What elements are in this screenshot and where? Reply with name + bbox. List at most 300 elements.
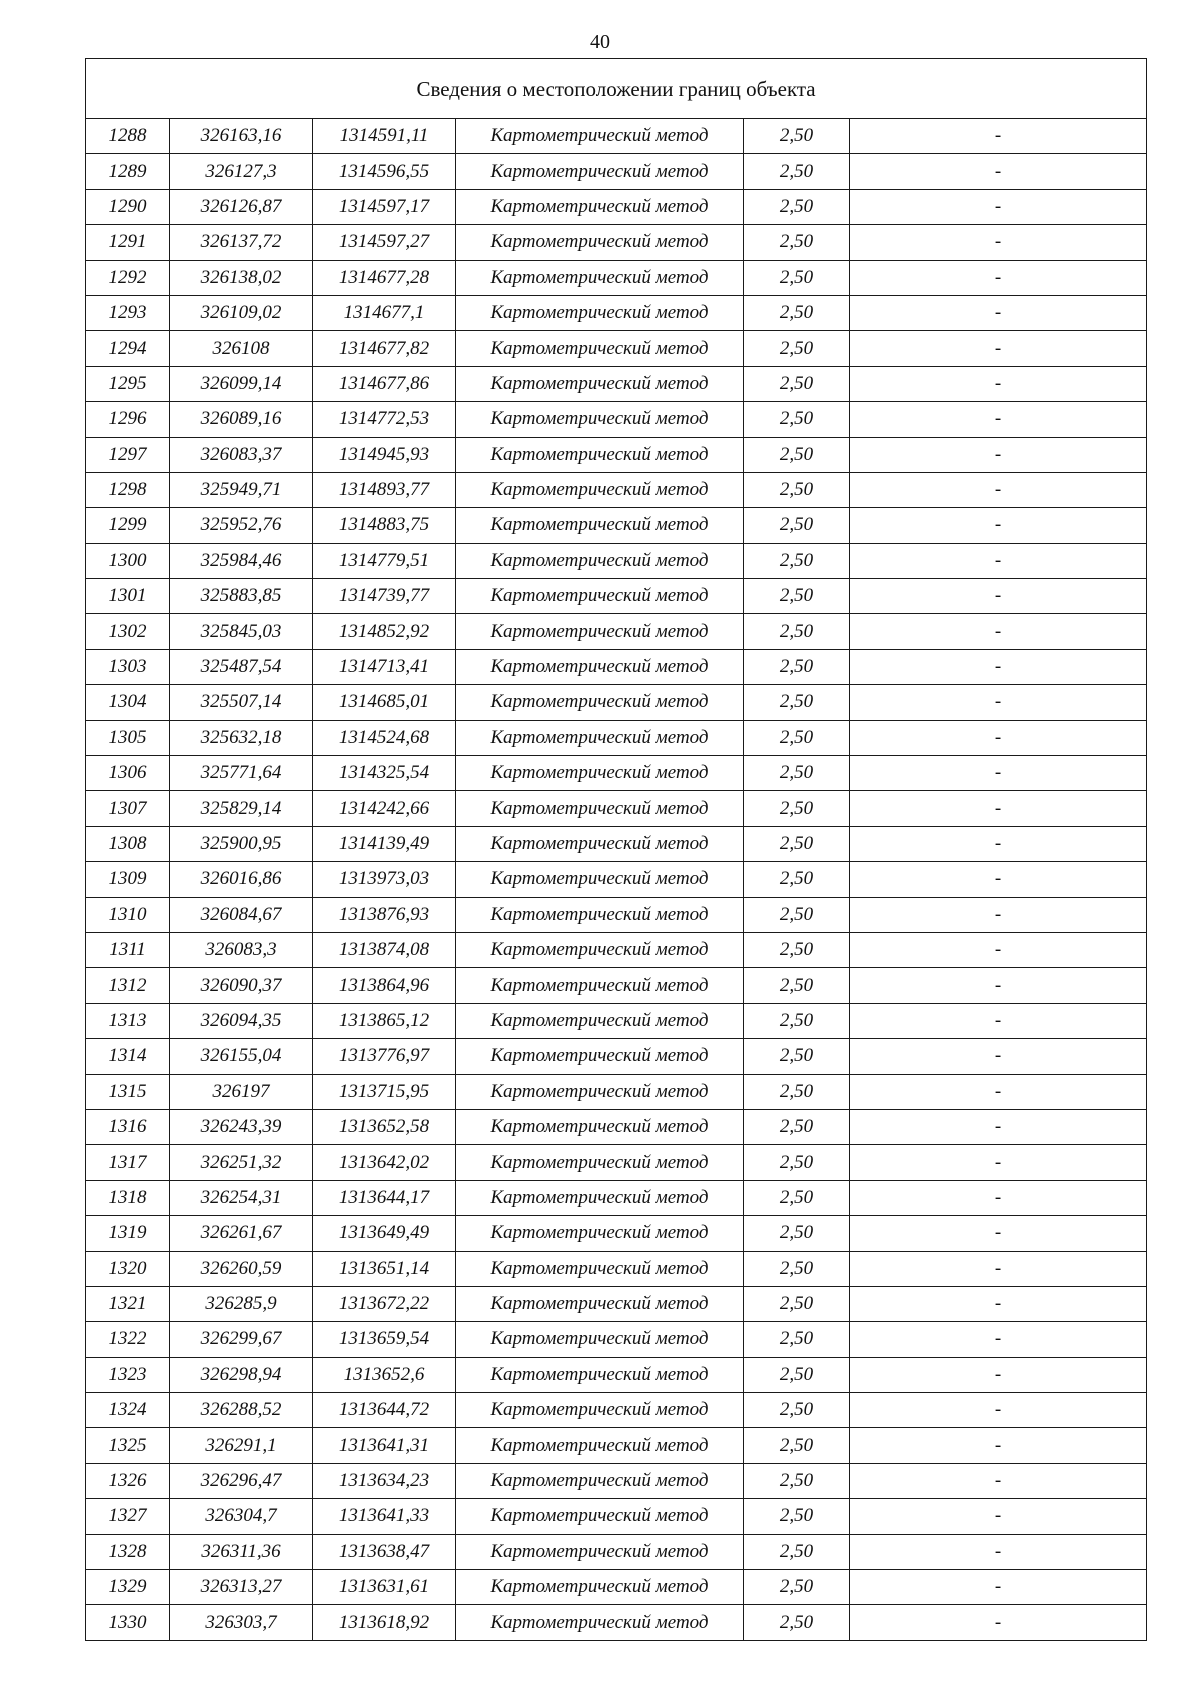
table-row (86, 862, 1147, 897)
table-row (86, 1357, 1147, 1392)
accuracy-cell: 2,50 (744, 685, 850, 720)
y-coordinate-cell: 1313638,47 (313, 1534, 456, 1569)
description-cell: - (850, 1570, 1147, 1605)
x-coordinate-cell: 325829,14 (170, 791, 313, 826)
table-row (86, 437, 1147, 472)
y-coordinate-cell: 1313644,17 (313, 1180, 456, 1215)
method-cell: Картометрический метод (456, 968, 744, 1003)
description-cell: - (850, 1534, 1147, 1569)
x-coordinate-cell: 326313,27 (170, 1570, 313, 1605)
description-cell: - (850, 826, 1147, 861)
x-coordinate-cell: 326304,7 (170, 1499, 313, 1534)
point-number-cell: 1329 (86, 1570, 170, 1605)
point-number-cell: 1294 (86, 331, 170, 366)
method-cell: Картометрический метод (456, 1216, 744, 1251)
table-row (86, 791, 1147, 826)
x-coordinate-cell: 325507,14 (170, 685, 313, 720)
table-row (86, 295, 1147, 330)
method-cell: Картометрический метод (456, 756, 744, 791)
description-cell: - (850, 1109, 1147, 1144)
y-coordinate-cell: 1313652,58 (313, 1109, 456, 1144)
accuracy-cell: 2,50 (744, 154, 850, 189)
x-coordinate-cell: 326089,16 (170, 402, 313, 437)
x-coordinate-cell: 325949,71 (170, 472, 313, 507)
description-cell: - (850, 685, 1147, 720)
table-row (86, 260, 1147, 295)
point-number-cell: 1305 (86, 720, 170, 755)
point-number-cell: 1326 (86, 1463, 170, 1498)
table-row (86, 1605, 1147, 1640)
point-number-cell: 1309 (86, 862, 170, 897)
description-cell: - (850, 756, 1147, 791)
accuracy-cell: 2,50 (744, 1180, 850, 1215)
accuracy-cell: 2,50 (744, 1039, 850, 1074)
method-cell: Картометрический метод (456, 543, 744, 578)
table-row (86, 1180, 1147, 1215)
point-number-cell: 1292 (86, 260, 170, 295)
y-coordinate-cell: 1314677,86 (313, 366, 456, 401)
point-number-cell: 1320 (86, 1251, 170, 1286)
point-number-cell: 1299 (86, 508, 170, 543)
y-coordinate-cell: 1314677,82 (313, 331, 456, 366)
description-cell: - (850, 897, 1147, 932)
x-coordinate-cell: 326084,67 (170, 897, 313, 932)
description-cell: - (850, 1216, 1147, 1251)
x-coordinate-cell: 326127,3 (170, 154, 313, 189)
accuracy-cell: 2,50 (744, 1499, 850, 1534)
x-coordinate-cell: 326099,14 (170, 366, 313, 401)
y-coordinate-cell: 1313651,14 (313, 1251, 456, 1286)
method-cell: Картометрический метод (456, 1534, 744, 1569)
accuracy-cell: 2,50 (744, 1286, 850, 1321)
x-coordinate-cell: 326299,67 (170, 1322, 313, 1357)
table-row (86, 756, 1147, 791)
method-cell: Картометрический метод (456, 508, 744, 543)
point-number-cell: 1313 (86, 1003, 170, 1038)
method-cell: Картометрический метод (456, 1003, 744, 1038)
point-number-cell: 1289 (86, 154, 170, 189)
description-cell: - (850, 331, 1147, 366)
x-coordinate-cell: 326260,59 (170, 1251, 313, 1286)
y-coordinate-cell: 1313649,49 (313, 1216, 456, 1251)
point-number-cell: 1288 (86, 119, 170, 154)
x-coordinate-cell: 326109,02 (170, 295, 313, 330)
method-cell: Картометрический метод (456, 1428, 744, 1463)
description-cell: - (850, 1286, 1147, 1321)
method-cell: Картометрический метод (456, 225, 744, 260)
point-number-cell: 1302 (86, 614, 170, 649)
point-number-cell: 1298 (86, 472, 170, 507)
method-cell: Картометрический метод (456, 720, 744, 755)
table-row (86, 1251, 1147, 1286)
y-coordinate-cell: 1313631,61 (313, 1570, 456, 1605)
x-coordinate-cell: 326311,36 (170, 1534, 313, 1569)
x-coordinate-cell: 326094,35 (170, 1003, 313, 1038)
method-cell: Картометрический метод (456, 119, 744, 154)
x-coordinate-cell: 326291,1 (170, 1428, 313, 1463)
y-coordinate-cell: 1314772,53 (313, 402, 456, 437)
x-coordinate-cell: 326163,16 (170, 119, 313, 154)
y-coordinate-cell: 1314779,51 (313, 543, 456, 578)
y-coordinate-cell: 1313876,93 (313, 897, 456, 932)
accuracy-cell: 2,50 (744, 1357, 850, 1392)
x-coordinate-cell: 325900,95 (170, 826, 313, 861)
point-number-cell: 1303 (86, 649, 170, 684)
method-cell: Картометрический метод (456, 1463, 744, 1498)
y-coordinate-cell: 1313652,6 (313, 1357, 456, 1392)
x-coordinate-cell: 326138,02 (170, 260, 313, 295)
table-row (86, 1039, 1147, 1074)
table-row (86, 1216, 1147, 1251)
point-number-cell: 1325 (86, 1428, 170, 1463)
table-row (86, 119, 1147, 154)
x-coordinate-cell: 326288,52 (170, 1393, 313, 1428)
accuracy-cell: 2,50 (744, 649, 850, 684)
point-number-cell: 1312 (86, 968, 170, 1003)
point-number-cell: 1324 (86, 1393, 170, 1428)
x-coordinate-cell: 325952,76 (170, 508, 313, 543)
y-coordinate-cell: 1313672,22 (313, 1286, 456, 1321)
table-row (86, 543, 1147, 578)
description-cell: - (850, 1145, 1147, 1180)
table-row (86, 826, 1147, 861)
boundary-coordinates-table (85, 58, 1147, 1641)
description-cell: - (850, 1393, 1147, 1428)
description-cell: - (850, 1463, 1147, 1498)
method-cell: Картометрический метод (456, 402, 744, 437)
method-cell: Картометрический метод (456, 472, 744, 507)
accuracy-cell: 2,50 (744, 1570, 850, 1605)
x-coordinate-cell: 326108 (170, 331, 313, 366)
description-cell: - (850, 1605, 1147, 1640)
table-row (86, 402, 1147, 437)
method-cell: Картометрический метод (456, 614, 744, 649)
method-cell: Картометрический метод (456, 295, 744, 330)
point-number-cell: 1314 (86, 1039, 170, 1074)
point-number-cell: 1322 (86, 1322, 170, 1357)
method-cell: Картометрический метод (456, 366, 744, 401)
y-coordinate-cell: 1313973,03 (313, 862, 456, 897)
accuracy-cell: 2,50 (744, 1393, 850, 1428)
y-coordinate-cell: 1314139,49 (313, 826, 456, 861)
accuracy-cell: 2,50 (744, 295, 850, 330)
table-row (86, 1499, 1147, 1534)
description-cell: - (850, 1180, 1147, 1215)
table-row (86, 1393, 1147, 1428)
accuracy-cell: 2,50 (744, 791, 850, 826)
point-number-cell: 1306 (86, 756, 170, 791)
method-cell: Картометрический метод (456, 862, 744, 897)
description-cell: - (850, 932, 1147, 967)
method-cell: Картометрический метод (456, 437, 744, 472)
accuracy-cell: 2,50 (744, 1428, 850, 1463)
description-cell: - (850, 1003, 1147, 1038)
y-coordinate-cell: 1314713,41 (313, 649, 456, 684)
x-coordinate-cell: 325632,18 (170, 720, 313, 755)
table-row (86, 1074, 1147, 1109)
x-coordinate-cell: 326090,37 (170, 968, 313, 1003)
accuracy-cell: 2,50 (744, 579, 850, 614)
table-title: Сведения о местоположении границ объекта (86, 59, 1147, 119)
point-number-cell: 1295 (86, 366, 170, 401)
accuracy-cell: 2,50 (744, 932, 850, 967)
point-number-cell: 1301 (86, 579, 170, 614)
table-row (86, 1534, 1147, 1569)
point-number-cell: 1311 (86, 932, 170, 967)
method-cell: Картометрический метод (456, 1605, 744, 1640)
description-cell: - (850, 472, 1147, 507)
description-cell: - (850, 862, 1147, 897)
accuracy-cell: 2,50 (744, 119, 850, 154)
method-cell: Картометрический метод (456, 1074, 744, 1109)
point-number-cell: 1304 (86, 685, 170, 720)
x-coordinate-cell: 325487,54 (170, 649, 313, 684)
point-number-cell: 1296 (86, 402, 170, 437)
x-coordinate-cell: 326296,47 (170, 1463, 313, 1498)
method-cell: Картометрический метод (456, 154, 744, 189)
x-coordinate-cell: 325984,46 (170, 543, 313, 578)
accuracy-cell: 2,50 (744, 614, 850, 649)
y-coordinate-cell: 1314945,93 (313, 437, 456, 472)
point-number-cell: 1290 (86, 189, 170, 224)
method-cell: Картометрический метод (456, 331, 744, 366)
y-coordinate-cell: 1313642,02 (313, 1145, 456, 1180)
method-cell: Картометрический метод (456, 1109, 744, 1144)
method-cell: Картометрический метод (456, 685, 744, 720)
y-coordinate-cell: 1314739,77 (313, 579, 456, 614)
y-coordinate-cell: 1313659,54 (313, 1322, 456, 1357)
accuracy-cell: 2,50 (744, 260, 850, 295)
method-cell: Картометрический метод (456, 1180, 744, 1215)
y-coordinate-cell: 1313644,72 (313, 1393, 456, 1428)
accuracy-cell: 2,50 (744, 1145, 850, 1180)
method-cell: Картометрический метод (456, 1357, 744, 1392)
point-number-cell: 1310 (86, 897, 170, 932)
table-row (86, 225, 1147, 260)
description-cell: - (850, 402, 1147, 437)
table-title-row (86, 59, 1147, 119)
method-cell: Картометрический метод (456, 1145, 744, 1180)
method-cell: Картометрический метод (456, 932, 744, 967)
table-row (86, 932, 1147, 967)
description-cell: - (850, 968, 1147, 1003)
y-coordinate-cell: 1313641,33 (313, 1499, 456, 1534)
x-coordinate-cell: 326137,72 (170, 225, 313, 260)
table-row (86, 508, 1147, 543)
description-cell: - (850, 1357, 1147, 1392)
method-cell: Картометрический метод (456, 1393, 744, 1428)
table-row (86, 331, 1147, 366)
point-number-cell: 1297 (86, 437, 170, 472)
table-row (86, 897, 1147, 932)
method-cell: Картометрический метод (456, 897, 744, 932)
y-coordinate-cell: 1314597,17 (313, 189, 456, 224)
point-number-cell: 1328 (86, 1534, 170, 1569)
accuracy-cell: 2,50 (744, 189, 850, 224)
description-cell: - (850, 225, 1147, 260)
y-coordinate-cell: 1313641,31 (313, 1428, 456, 1463)
y-coordinate-cell: 1314242,66 (313, 791, 456, 826)
accuracy-cell: 2,50 (744, 1463, 850, 1498)
y-coordinate-cell: 1314591,11 (313, 119, 456, 154)
description-cell: - (850, 649, 1147, 684)
accuracy-cell: 2,50 (744, 225, 850, 260)
point-number-cell: 1317 (86, 1145, 170, 1180)
table-row (86, 472, 1147, 507)
point-number-cell: 1291 (86, 225, 170, 260)
accuracy-cell: 2,50 (744, 1251, 850, 1286)
method-cell: Картометрический метод (456, 189, 744, 224)
y-coordinate-cell: 1314883,75 (313, 508, 456, 543)
y-coordinate-cell: 1314677,1 (313, 295, 456, 330)
point-number-cell: 1308 (86, 826, 170, 861)
description-cell: - (850, 1499, 1147, 1534)
point-number-cell: 1293 (86, 295, 170, 330)
x-coordinate-cell: 326155,04 (170, 1039, 313, 1074)
description-cell: - (850, 1251, 1147, 1286)
accuracy-cell: 2,50 (744, 826, 850, 861)
table-row (86, 366, 1147, 401)
y-coordinate-cell: 1313865,12 (313, 1003, 456, 1038)
x-coordinate-cell: 326285,9 (170, 1286, 313, 1321)
table-body (86, 119, 1147, 1641)
point-number-cell: 1330 (86, 1605, 170, 1640)
table-row (86, 1286, 1147, 1321)
x-coordinate-cell: 326261,67 (170, 1216, 313, 1251)
table-row (86, 720, 1147, 755)
accuracy-cell: 2,50 (744, 1109, 850, 1144)
table-row (86, 1570, 1147, 1605)
accuracy-cell: 2,50 (744, 472, 850, 507)
x-coordinate-cell: 325771,64 (170, 756, 313, 791)
method-cell: Картометрический метод (456, 826, 744, 861)
description-cell: - (850, 119, 1147, 154)
x-coordinate-cell: 325883,85 (170, 579, 313, 614)
description-cell: - (850, 437, 1147, 472)
description-cell: - (850, 295, 1147, 330)
x-coordinate-cell: 326251,32 (170, 1145, 313, 1180)
method-cell: Картометрический метод (456, 1499, 744, 1534)
description-cell: - (850, 791, 1147, 826)
description-cell: - (850, 366, 1147, 401)
description-cell: - (850, 579, 1147, 614)
method-cell: Картометрический метод (456, 260, 744, 295)
accuracy-cell: 2,50 (744, 1534, 850, 1569)
x-coordinate-cell: 325845,03 (170, 614, 313, 649)
y-coordinate-cell: 1314325,54 (313, 756, 456, 791)
y-coordinate-cell: 1313618,92 (313, 1605, 456, 1640)
description-cell: - (850, 1074, 1147, 1109)
table-row (86, 1003, 1147, 1038)
table-row (86, 685, 1147, 720)
method-cell: Картометрический метод (456, 1286, 744, 1321)
accuracy-cell: 2,50 (744, 1216, 850, 1251)
description-cell: - (850, 614, 1147, 649)
description-cell: - (850, 720, 1147, 755)
accuracy-cell: 2,50 (744, 437, 850, 472)
point-number-cell: 1307 (86, 791, 170, 826)
y-coordinate-cell: 1314596,55 (313, 154, 456, 189)
y-coordinate-cell: 1314893,77 (313, 472, 456, 507)
table-row (86, 968, 1147, 1003)
method-cell: Картометрический метод (456, 1322, 744, 1357)
table-row (86, 1322, 1147, 1357)
method-cell: Картометрический метод (456, 649, 744, 684)
y-coordinate-cell: 1313874,08 (313, 932, 456, 967)
y-coordinate-cell: 1314524,68 (313, 720, 456, 755)
method-cell: Картометрический метод (456, 1251, 744, 1286)
x-coordinate-cell: 326243,39 (170, 1109, 313, 1144)
y-coordinate-cell: 1313715,95 (313, 1074, 456, 1109)
description-cell: - (850, 508, 1147, 543)
table-row (86, 1109, 1147, 1144)
accuracy-cell: 2,50 (744, 1003, 850, 1038)
table-row (86, 1463, 1147, 1498)
accuracy-cell: 2,50 (744, 402, 850, 437)
method-cell: Картометрический метод (456, 579, 744, 614)
accuracy-cell: 2,50 (744, 862, 850, 897)
method-cell: Картометрический метод (456, 791, 744, 826)
accuracy-cell: 2,50 (744, 897, 850, 932)
accuracy-cell: 2,50 (744, 366, 850, 401)
table-row (86, 579, 1147, 614)
accuracy-cell: 2,50 (744, 1074, 850, 1109)
accuracy-cell: 2,50 (744, 543, 850, 578)
x-coordinate-cell: 326126,87 (170, 189, 313, 224)
y-coordinate-cell: 1313776,97 (313, 1039, 456, 1074)
y-coordinate-cell: 1313864,96 (313, 968, 456, 1003)
point-number-cell: 1300 (86, 543, 170, 578)
method-cell: Картометрический метод (456, 1570, 744, 1605)
accuracy-cell: 2,50 (744, 1322, 850, 1357)
description-cell: - (850, 1322, 1147, 1357)
point-number-cell: 1321 (86, 1286, 170, 1321)
description-cell: - (850, 543, 1147, 578)
point-number-cell: 1319 (86, 1216, 170, 1251)
description-cell: - (850, 154, 1147, 189)
x-coordinate-cell: 326303,7 (170, 1605, 313, 1640)
x-coordinate-cell: 326083,3 (170, 932, 313, 967)
table-row (86, 1428, 1147, 1463)
accuracy-cell: 2,50 (744, 968, 850, 1003)
x-coordinate-cell: 326254,31 (170, 1180, 313, 1215)
table-row (86, 189, 1147, 224)
page-number: 40 (590, 31, 610, 53)
y-coordinate-cell: 1314677,28 (313, 260, 456, 295)
point-number-cell: 1318 (86, 1180, 170, 1215)
accuracy-cell: 2,50 (744, 508, 850, 543)
y-coordinate-cell: 1314597,27 (313, 225, 456, 260)
x-coordinate-cell: 326298,94 (170, 1357, 313, 1392)
y-coordinate-cell: 1314852,92 (313, 614, 456, 649)
accuracy-cell: 2,50 (744, 331, 850, 366)
y-coordinate-cell: 1313634,23 (313, 1463, 456, 1498)
description-cell: - (850, 1428, 1147, 1463)
method-cell: Картометрический метод (456, 1039, 744, 1074)
x-coordinate-cell: 326016,86 (170, 862, 313, 897)
accuracy-cell: 2,50 (744, 720, 850, 755)
table-row (86, 649, 1147, 684)
table-row (86, 614, 1147, 649)
table-row (86, 1145, 1147, 1180)
point-number-cell: 1316 (86, 1109, 170, 1144)
accuracy-cell: 2,50 (744, 756, 850, 791)
point-number-cell: 1327 (86, 1499, 170, 1534)
description-cell: - (850, 260, 1147, 295)
point-number-cell: 1323 (86, 1357, 170, 1392)
accuracy-cell: 2,50 (744, 1605, 850, 1640)
y-coordinate-cell: 1314685,01 (313, 685, 456, 720)
